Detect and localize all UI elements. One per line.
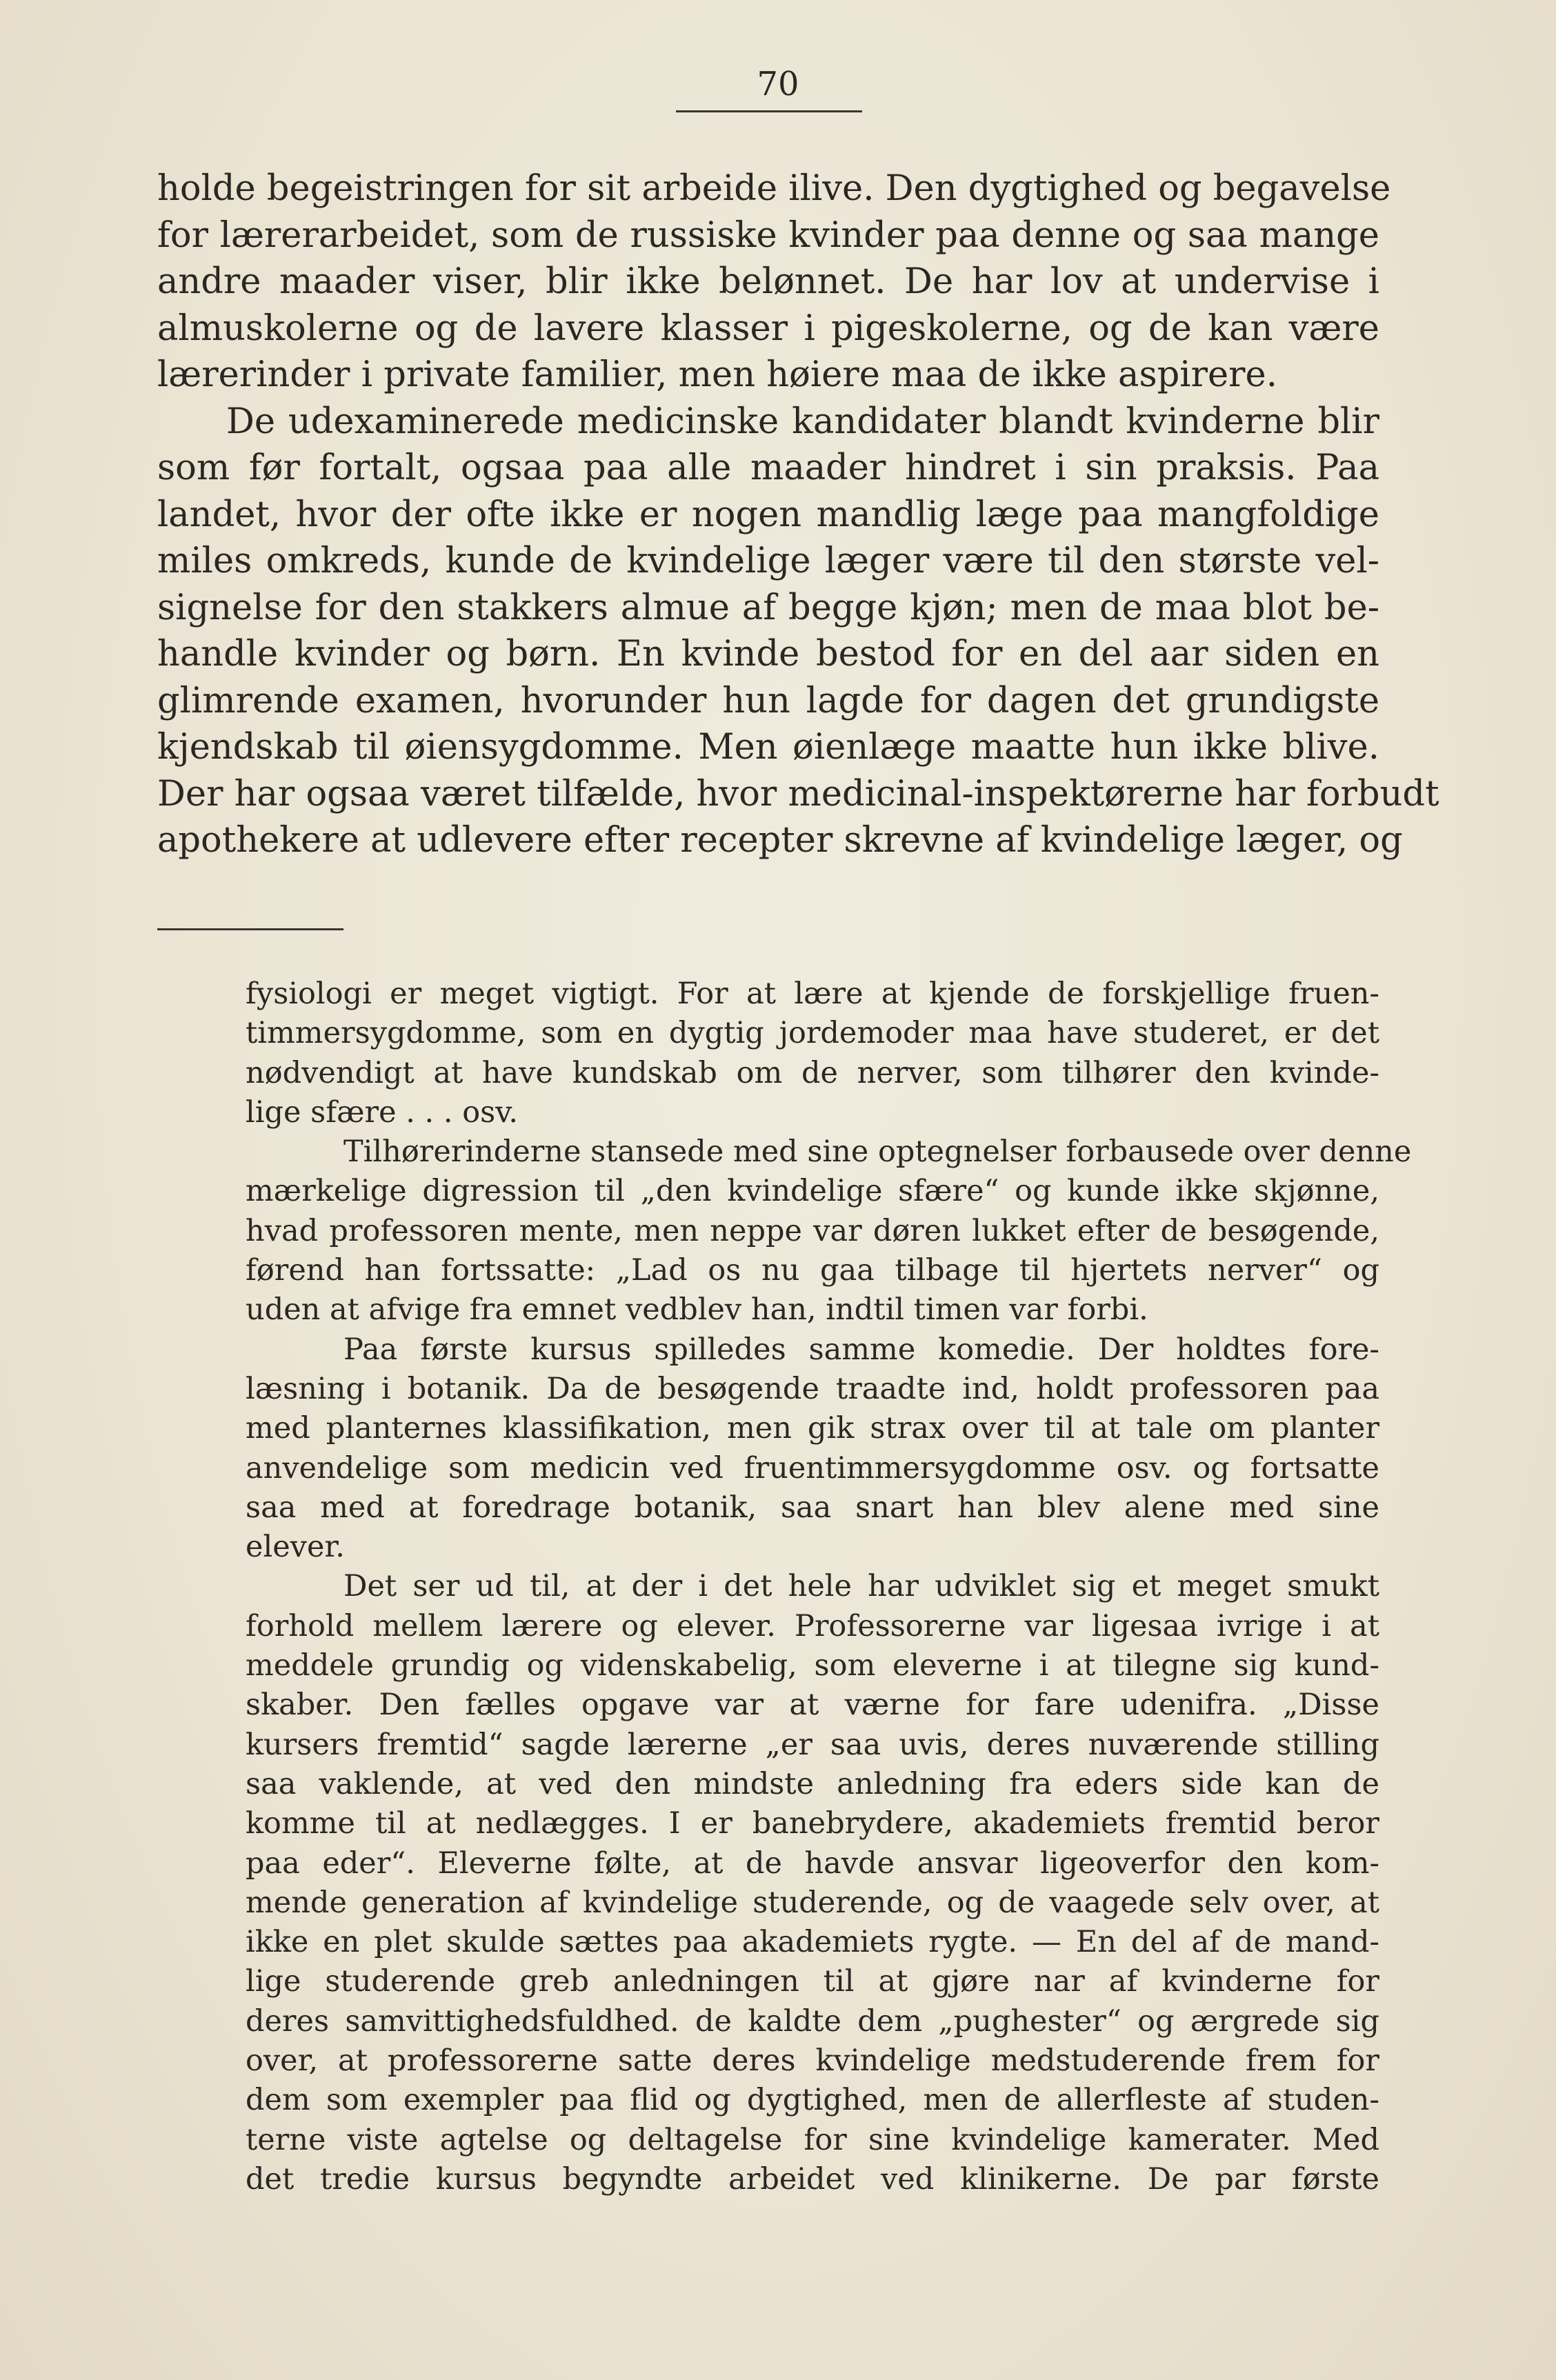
text-line: Der har ogsaa været tilfælde, hvor medicinal-inspektørerne har forbudt <box>157 773 1439 814</box>
text-line: timmersygdomme, som en dygtig jordemoder maa have studeret, er det <box>246 1016 1379 1051</box>
footnote-separator <box>157 928 343 930</box>
text-line: andre maader viser, blir ikke belønnet. De har lov at undervise i <box>157 261 1379 302</box>
text-line: handle kvinder og børn. En kvinde bestod for en del aar siden en <box>157 634 1379 674</box>
text-line: De udexaminerede medicinske kandidater blandt kvinderne blir <box>226 401 1379 442</box>
text-line: holde begeistringen for sit arbeide ilive. Den dygtighed og begavelse <box>157 168 1391 209</box>
text-line: som før fortalt, ogsaa paa alle maader hindret i sin praksis. Paa <box>157 448 1379 488</box>
text-line: almuskolerne og de lavere klasser i pigeskolerne, og de kan være <box>157 308 1379 349</box>
page-number-rule <box>676 110 862 112</box>
text-line: landet, hvor der ofte ikke er nogen mandlig læge paa mangfoldige <box>157 494 1379 535</box>
text-line: det tredie kursus begyndte arbeidet ved klinikerne. De par første <box>246 2161 1379 2197</box>
text-line: Tilhørerinderne stansede med sine optegnelser forbausede over denne <box>343 1134 1412 1170</box>
text-line: saa vaklende, at ved den mindste anledning fra eders side kan de <box>246 1766 1379 1801</box>
text-line: apothekere at udlevere efter recepter skrevne af kvindelige læger, og <box>157 820 1403 861</box>
text-line: læsning i botanik. Da de besøgende traadte ind, holdt professoren paa <box>246 1371 1379 1406</box>
text-line: med planternes klassifikation, men gik strax over til at tale om planter <box>246 1411 1379 1446</box>
text-line: mærkelige digression til „den kvindelige sfære“ og kunde ikke skjønne, <box>246 1174 1379 1209</box>
text-line: paa eder“. Eleverne følte, at de havde ansvar ligeoverfor den kom- <box>246 1846 1379 1881</box>
text-line: fysiologi er meget vigtigt. For at lære at kjende de forskjellige fruen- <box>246 977 1379 1011</box>
text-line: saa med at foredrage botanik, saa snart han blev alene med sine <box>246 1490 1379 1525</box>
main-text <box>157 166 1439 864</box>
text-line: kjendskab til øiensygdomme. Men øienlæge maatte hun ikke blive. <box>157 727 1379 768</box>
text-line: terne viste agtelse og deltagelse for sine kvindelige kamerater. Med <box>246 2122 1379 2157</box>
text-line: deres samvittighedsfuldhed. de kaldte dem „pughester“ og ærgrede sig <box>246 2003 1379 2039</box>
text-line: Paa første kursus spilledes samme komedie. Der holdtes fore- <box>343 1332 1379 1367</box>
text-line: hvad professoren mente, men neppe var døren lukket efter de besøgende, <box>246 1213 1379 1248</box>
text-line: elever. <box>246 1530 345 1565</box>
text-line: meddele grundig og videnskabelig, som eleverne i at tilegne sig kund- <box>246 1648 1379 1683</box>
text-line: lige sfære . . . osv. <box>246 1094 519 1130</box>
text-line: signelse for den stakkers almue af begge kjøn; men de maa blot be- <box>157 587 1379 628</box>
text-line: komme til at nedlægges. I er banebrydere, akademiets fremtid beror <box>246 1806 1379 1841</box>
text-line: uden at afvige fra emnet vedblev han, indtil timen var forbi. <box>246 1292 1148 1328</box>
text-line: lige studerende greb anledningen til at gjøre nar af kvinderne for <box>246 1964 1379 1999</box>
text-line: nødvendigt at have kundskab om de nerver, som tilhører den kvinde- <box>246 1055 1379 1090</box>
page-number: 70 <box>757 65 799 103</box>
text-line: anvendelige som medicin ved fruentimmersygdomme osv. og fortsatte <box>246 1450 1379 1486</box>
text-line: kursers fremtid“ sagde lærerne „er saa uvis, deres nuværende stilling <box>246 1727 1379 1762</box>
text-line: Det ser ud til, at der i det hele har udviklet sig et meget smukt <box>343 1569 1379 1604</box>
text-line: lærerinder i private familier, men høiere maa de ikke aspirere. <box>157 354 1277 395</box>
text-line: førend han fortssatte: „Lad os nu gaa tilbage til hjertets nerver“ og <box>246 1253 1379 1288</box>
text-line: glimrende examen, hvorunder hun lagde for dagen det grundigste <box>157 680 1379 721</box>
text-line: miles omkreds, kunde de kvindelige læger være til den største vel- <box>157 541 1379 581</box>
footnote-text <box>246 974 1412 2199</box>
text-line: mende generation af kvindelige studerende, og de vaagede selv over, at <box>246 1885 1379 1920</box>
text-line: dem som exempler paa flid og dygtighed, men de allerfleste af studen- <box>246 2083 1379 2118</box>
text-line: for lærerarbeidet, som de russiske kvinder paa denne og saa mange <box>157 214 1379 256</box>
text-line: skaber. Den fælles opgave var at værne for fare udenifra. „Disse <box>246 1688 1379 1723</box>
text-line: ikke en plet skulde sættes paa akademiets rygte. — En del af de mand- <box>246 1925 1379 1960</box>
text-line: over, at professorerne satte deres kvindelige medstuderende frem for <box>246 2043 1379 2079</box>
text-line: forhold mellem lærere og elever. Professorerne var ligesaa ivrige i at <box>246 1608 1379 1643</box>
